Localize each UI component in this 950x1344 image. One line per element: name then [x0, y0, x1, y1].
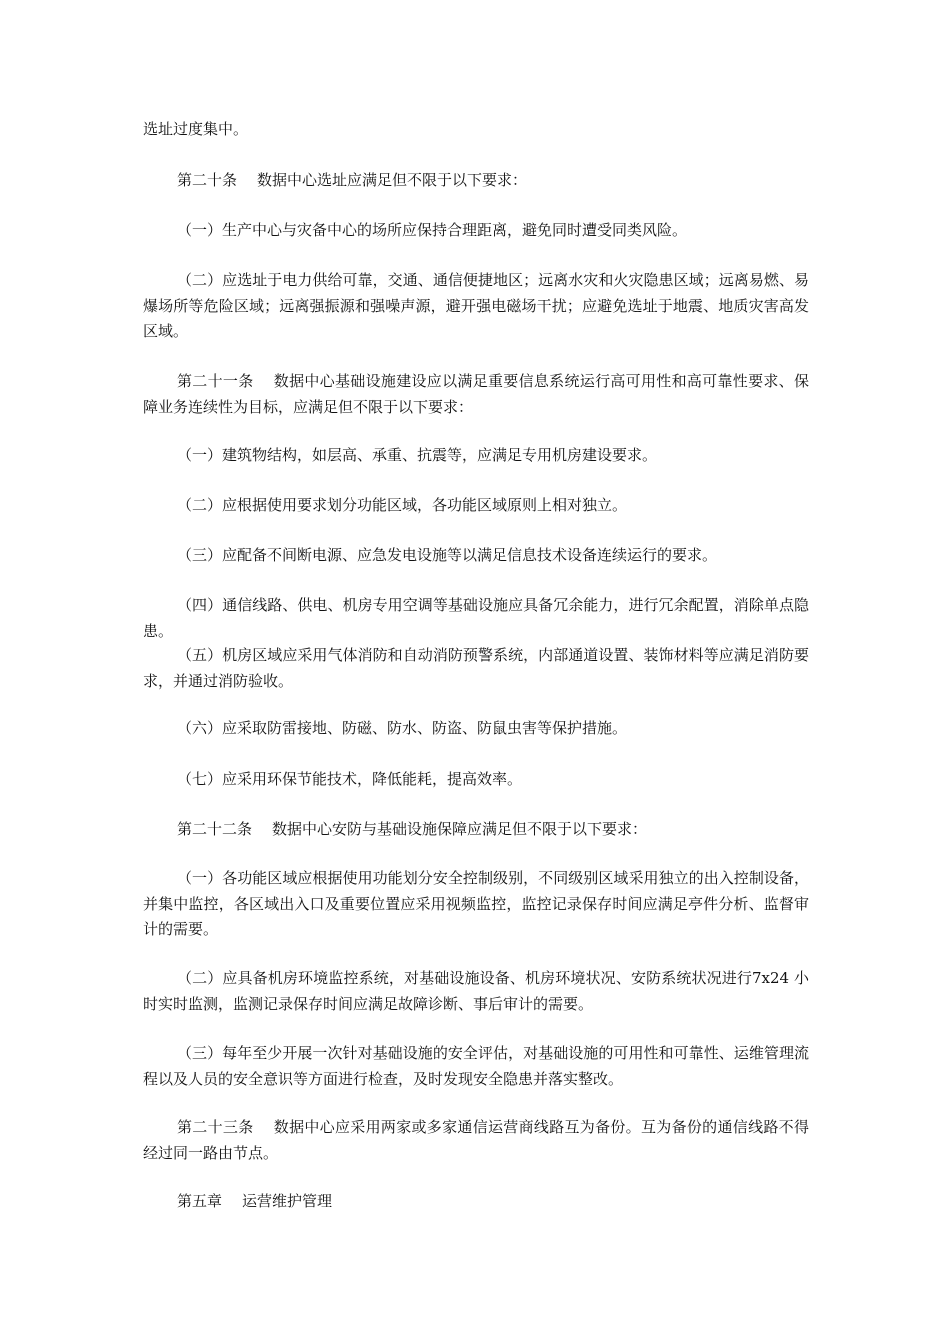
article-20-item-1	[143, 218, 809, 244]
chapter-5-heading	[143, 1189, 809, 1215]
article-21-item-1	[143, 443, 809, 469]
article-20-heading	[143, 168, 809, 194]
article-number: 第二十条	[177, 171, 238, 189]
item-text: （三）应配备不间断电源、应急发电设施等以满足信息技术设备连续运行的要求。	[177, 546, 718, 564]
article-21-item-7	[143, 767, 809, 793]
article-text: 数据中心应采用两家或多家通信运营商线路互为备份。互为备份的通信线路不得经过同一路由节点。	[143, 1118, 809, 1162]
article-text: 数据中心安防与基础设施保障应满足但不限于以下要求：	[272, 820, 648, 838]
article-21-heading	[143, 369, 809, 420]
item-text: （一）各功能区域应根据使用功能划分安全控制级别，不同级别区域采用独立的出入控制设备，并集中监控，各区域出入口及重要位置应采用视频监控，监控记录保存时间应满足亭件分析、监督审计的需要。	[143, 869, 809, 938]
article-21-item-4	[143, 593, 809, 644]
item-text: （二）应根据使用要求划分功能区域，各功能区域原则上相对独立。	[177, 496, 628, 514]
item-text: （四）通信线路、供电、机房专用空调等基础设施应具备冗余能力，进行冗余配置，消除单点隐患。	[143, 596, 809, 640]
item-text: （七）应采用环保节能技术，降低能耗，提高效率。	[177, 770, 523, 788]
item-text: （一）建筑物结构，如层高、承重、抗震等，应满足专用机房建设要求。	[177, 446, 658, 464]
article-23-heading	[143, 1115, 809, 1166]
article-text: 数据中心基础设施建设应以满足重要信息系统运行高可用性和高可靠性要求、保障业务连续性为目标，应满足但不限于以下要求：	[143, 372, 809, 416]
article-21-item-5	[143, 643, 809, 694]
article-22-item-1	[143, 866, 809, 943]
article-21-item-6	[143, 716, 809, 742]
item-text: （一）生产中心与灾备中心的场所应保持合理距离，避免同时遭受同类风险。	[177, 221, 688, 239]
paragraph-continuation	[143, 117, 809, 143]
paragraph-text: 选址过度集中。	[143, 120, 249, 138]
item-text: （五）机房区域应采用气体消防和自动消防预警系统，内部通道设置、装饰材料等应满足消防要求，并通过消防验收。	[143, 646, 809, 690]
article-number: 第二十三条	[177, 1118, 254, 1136]
chapter-number: 第五章	[177, 1192, 223, 1210]
item-text: （三）每年至少开展一次针对基础设施的安全评估，对基础设施的可用性和可靠性、运维管理流程以及人员的安全意识等方面进行检查，及时发现安全隐患并落实整改。	[143, 1044, 809, 1088]
item-text: （二）应具备机房环境监控系统，对基础设施设备、机房环境状况、安防系统状况进行7x24 小时实时监测，监测记录保存时间应满足故障诊断、事后审计的需要。	[143, 969, 809, 1013]
article-text: 数据中心选址应满足但不限于以下要求：	[257, 171, 528, 189]
article-22-item-2	[143, 966, 809, 1017]
item-text: （六）应采取防雷接地、防磁、防水、防盗、防鼠虫害等保护措施。	[177, 719, 628, 737]
article-21-item-3	[143, 543, 809, 569]
article-20-item-2	[143, 268, 809, 345]
item-text: （二）应选址于电力供给可靠，交通、通信便捷地区；远离水灾和火灾隐患区域；远离易燃、易爆场所等危险区域；远离强振源和强噪声源，避开强电磁场干扰；应避免选址于地震、地质灾害高发区域。	[143, 271, 809, 340]
article-number: 第二十一条	[177, 372, 254, 390]
article-22-heading	[143, 817, 809, 843]
chapter-title: 运营维护管理	[242, 1192, 333, 1210]
article-number: 第二十二条	[177, 820, 253, 838]
article-21-item-2	[143, 493, 809, 519]
article-22-item-3	[143, 1041, 809, 1092]
